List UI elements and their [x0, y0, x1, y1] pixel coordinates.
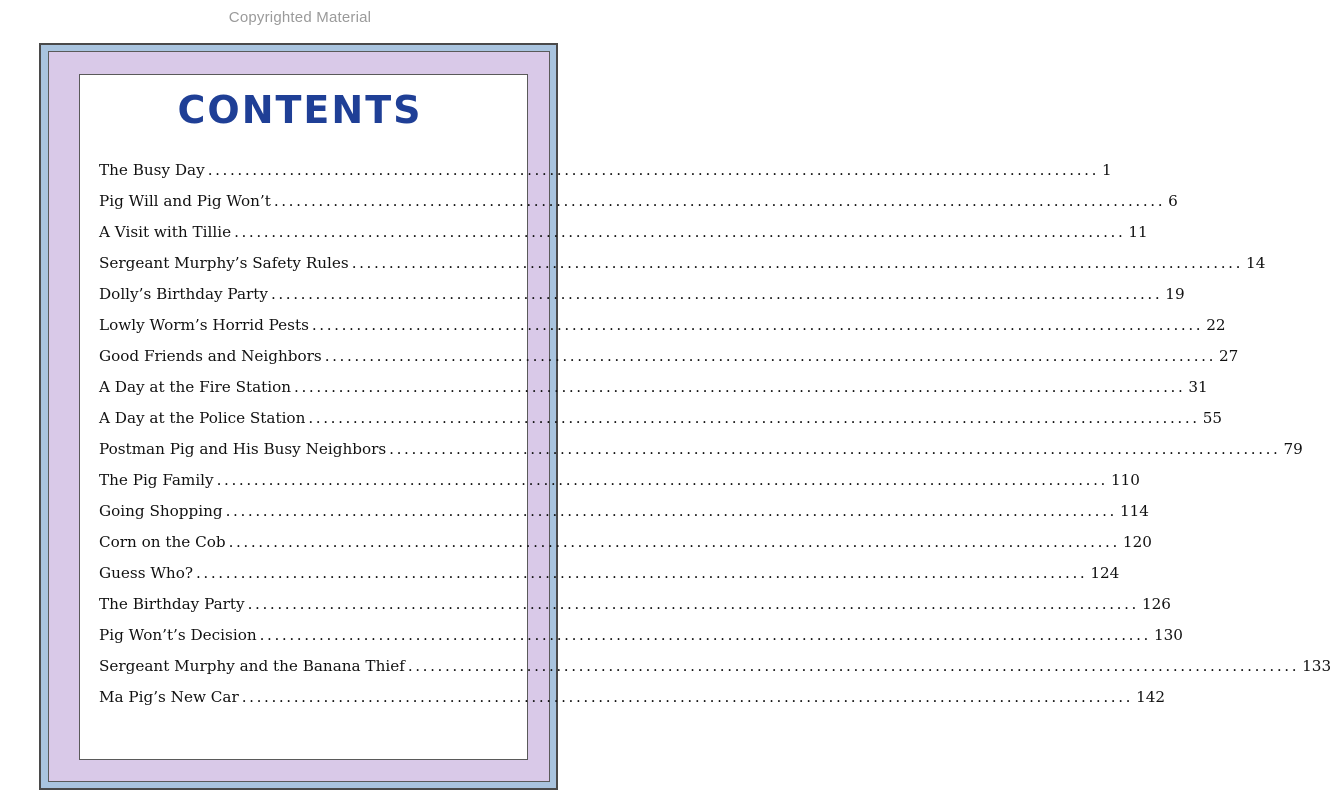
- toc-entry-title: The Pig Family: [99, 471, 214, 489]
- toc-entry: [99, 341, 1239, 372]
- toc-entry-title: Postman Pig and His Busy Neighbors: [99, 440, 387, 458]
- toc-entry-title: Guess Who?: [99, 564, 193, 582]
- toc-leader-dots: ........................................................................................................................: [273, 192, 1166, 210]
- toc-leader-dots: ........................................................................................................................: [351, 254, 1244, 272]
- toc-entry: [99, 310, 1226, 341]
- toc-entry: [99, 496, 1149, 527]
- toc-leader-dots: ........................................................................................................................: [407, 657, 1300, 675]
- toc-leader-dots: ........................................................................................................................: [324, 347, 1217, 365]
- toc-entry: [99, 372, 1208, 403]
- toc-entry: [99, 620, 1183, 651]
- toc-leader-dots: ........................................................................................................................: [241, 688, 1134, 706]
- toc-entry-title: Sergeant Murphy and the Banana Thief: [99, 657, 405, 675]
- toc-entry-page: 126: [1141, 595, 1171, 613]
- toc-entry-page: 6: [1168, 192, 1178, 210]
- toc-leader-dots: ........................................................................................................................: [234, 223, 1126, 241]
- toc-entry-page: 133: [1302, 657, 1331, 675]
- toc-entry-page: 31: [1188, 378, 1208, 396]
- toc-entry-title: Pig Won’t’s Decision: [99, 626, 257, 644]
- toc-entry: [99, 155, 1112, 186]
- page-title: CONTENTS: [177, 88, 423, 132]
- toc-entry-title: A Visit with Tillie: [99, 223, 232, 241]
- toc-leader-dots: ........................................................................................................................: [216, 471, 1108, 489]
- copyright-watermark: Copyrighted Material: [228, 9, 372, 26]
- toc-entry-page: 79: [1283, 440, 1303, 458]
- toc-entry-title: Corn on the Cob: [99, 533, 226, 551]
- toc-entry-title: A Day at the Fire Station: [99, 378, 292, 396]
- toc-entry: [99, 527, 1152, 558]
- toc-entry-title: Sergeant Murphy’s Safety Rules: [99, 254, 349, 272]
- toc-entry: [99, 217, 1148, 248]
- toc-entry-page: 124: [1090, 564, 1120, 582]
- toc-leader-dots: ........................................................................................................................: [207, 161, 1100, 179]
- toc-entry-page: 114: [1119, 502, 1149, 520]
- toc-leader-dots: ........................................................................................................................: [228, 533, 1120, 551]
- toc-leader-dots: ........................................................................................................................: [259, 626, 1151, 644]
- toc-entry-page: 27: [1219, 347, 1239, 365]
- toc-entry: [99, 434, 1303, 465]
- toc-entry-page: 19: [1165, 285, 1185, 303]
- toc-leader-dots: ........................................................................................................................: [311, 316, 1204, 334]
- toc-entry-page: 142: [1136, 688, 1166, 706]
- toc-entry-page: 55: [1202, 409, 1223, 427]
- toc-entry: [99, 279, 1185, 310]
- toc-leader-dots: ........................................................................................................................: [225, 502, 1117, 520]
- toc-leader-dots: ........................................................................................................................: [389, 440, 1281, 458]
- toc-entry-page: 130: [1153, 626, 1183, 644]
- table-of-contents: [99, 155, 1331, 713]
- toc-leader-dots: ........................................................................................................................: [294, 378, 1186, 396]
- toc-entry: [99, 589, 1171, 620]
- toc-entry-title: The Busy Day: [99, 161, 205, 179]
- toc-leader-dots: ........................................................................................................................: [270, 285, 1163, 303]
- toc-entry: [99, 558, 1120, 589]
- toc-entry-title: A Day at the Police Station: [99, 409, 306, 427]
- toc-entry-title: Ma Pig’s New Car: [99, 688, 239, 706]
- toc-entry: [99, 403, 1223, 434]
- toc-leader-dots: ........................................................................................................................: [196, 564, 1088, 582]
- toc-leader-dots: ........................................................................................................................: [308, 409, 1200, 427]
- toc-entry-page: 1: [1102, 161, 1112, 179]
- toc-entry-page: 110: [1110, 471, 1140, 489]
- toc-entry-title: The Birthday Party: [99, 595, 245, 613]
- toc-entry-page: 14: [1246, 254, 1266, 272]
- toc-entry: [99, 682, 1166, 713]
- toc-entry-title: Good Friends and Neighbors: [99, 347, 322, 365]
- toc-entry-page: 120: [1122, 533, 1152, 551]
- toc-entry-page: 11: [1128, 223, 1148, 241]
- toc-entry-title: Lowly Worm’s Horrid Pests: [99, 316, 309, 334]
- toc-entry: [99, 651, 1331, 682]
- toc-entry: [99, 186, 1178, 217]
- toc-entry-title: Dolly’s Birthday Party: [99, 285, 268, 303]
- toc-entry-title: Going Shopping: [99, 502, 223, 520]
- toc-entry: [99, 248, 1266, 279]
- toc-entry: [99, 465, 1140, 496]
- toc-entry-title: Pig Will and Pig Won’t: [99, 192, 271, 210]
- toc-leader-dots: ........................................................................................................................: [247, 595, 1139, 613]
- toc-entry-page: 22: [1206, 316, 1226, 334]
